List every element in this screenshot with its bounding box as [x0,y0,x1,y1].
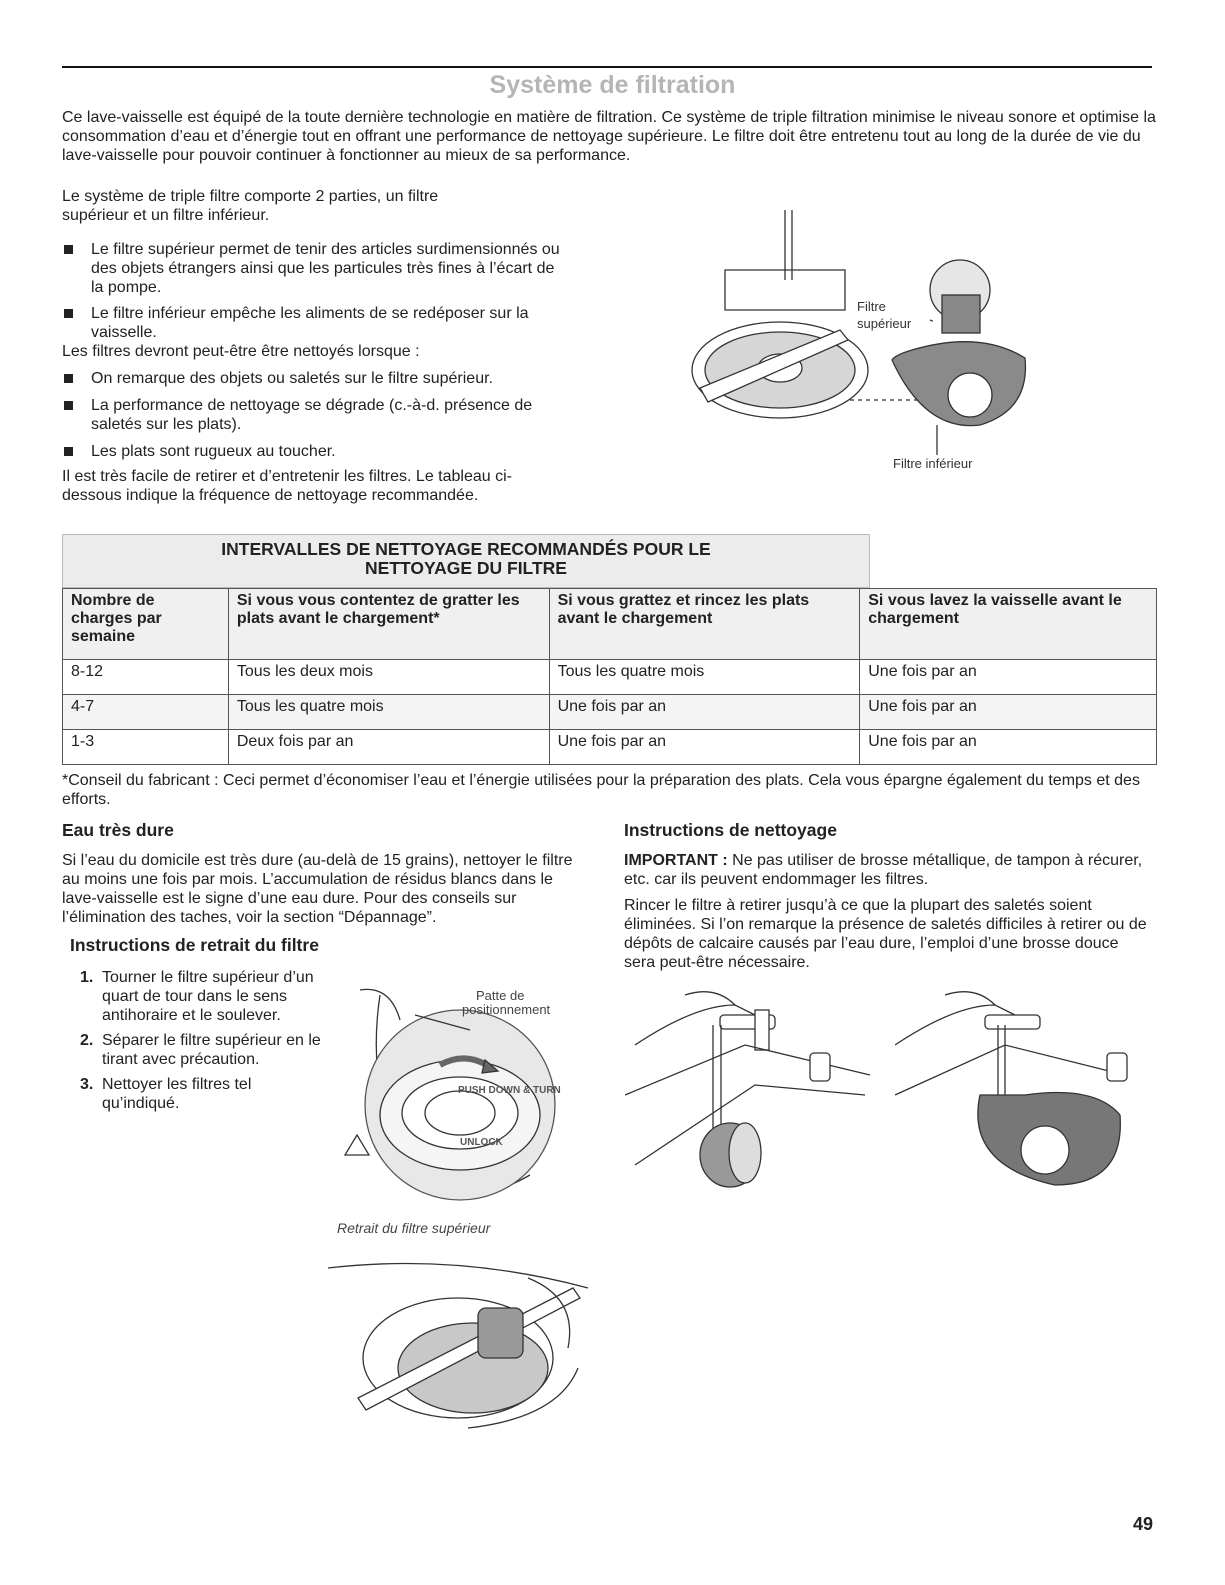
figure-caption: Retrait du filtre supérieur [337,1220,491,1236]
page-title: Système de filtration [489,71,736,99]
table-cell: 8-12 [63,660,229,695]
top-rule [62,66,1152,68]
table-cell: 4-7 [63,695,229,730]
hard-water-heading: Eau très dure [62,820,174,840]
ring-text-push: PUSH DOWN & TURN [458,1085,561,1096]
table-row [63,730,1157,765]
table-title-line1: INTERVALLES DE NETTOYAGE RECOMMANDÉS POUR LE [221,539,711,559]
label-upper-filter-1: Filtre [857,299,886,314]
ring-text-unlock: UNLOCK [460,1137,503,1148]
list-item: 3. Nettoyer les filtres tel qu’indiqué. [80,1076,252,1112]
removal-steps [62,968,322,1119]
lower-filter-removal-illustration [318,1248,598,1433]
table-header-row [63,589,1157,660]
col-header-scrape-rinse: Si vous grattez et rincez les plats avant le chargement [549,589,860,660]
hard-water-section [62,820,582,927]
filter-system-illustration [680,210,1040,480]
faucet [985,1015,1040,1029]
rinse-upper-filter-illustration [625,985,875,1195]
label-positioning-tab-1: Patte de [476,988,525,1003]
hand-outline [360,989,400,1020]
col-header-loads: Nombre de charges par semaine [63,589,229,660]
important-text: Ne pas utiliser de brosse métallique, de tampon à récurer, etc. car ils peuvent endommager les filtres. [624,852,1143,888]
list-item: Les plats sont rugueux au toucher. [62,442,574,461]
when-intro: Les filtres devront peut-être être nettoyés lorsque : [62,343,420,360]
list-item: On remarque des objets ou saletés sur le filtre supérieur. [62,369,574,388]
label-lower-filter: Filtre inférieur [893,456,973,471]
page-number: 49 [1132,1514,1153,1534]
hard-water-text: Si l’eau du domicile est très dure (au-delà de 15 grains), nettoyer le filtre au moins une fois par mois. L’accumulation de résidus blancs dans le lave-vaisselle est le signe d’une eau dure. Pour des conseils sur l’élimination des taches, voir la section “Dépannage”. [62,852,573,926]
table-cell: Une fois par an [860,695,1157,730]
cleaning-section [624,820,1154,972]
list-item: Le filtre inférieur empêche les aliments de se redéposer sur la vaisselle. [62,304,581,342]
warning-icon [345,1135,369,1155]
footnote: *Conseil du fabricant : Ceci permet d’économiser l’eau et l’énergie utilisées pour la préparation des plats. Cela vous épargne également du temps et des efforts. [62,772,1140,808]
cleaning-heading: Instructions de nettoyage [624,820,837,840]
label-upper-filter-2: supérieur [857,316,912,331]
table-cell: Une fois par an [549,730,860,765]
table-cell: Tous les quatre mois [228,695,549,730]
list-item: Le filtre supérieur permet de tenir des articles surdimensionnés ou des objets étrangers ainsi que les particules très fines à l’écart de la pompe. [62,240,561,297]
filter-description [62,187,574,505]
cleaning-text: Rincer le filtre à retirer jusqu’à ce que la plupart des saletés soient éliminées. Si l’on remarque la présence de saletés difficiles à retirer ou de dépôts de calcaire causés par l’eau dure, l’emploi d’une brosse douce sera peut-être nécessaire. [624,897,1147,971]
list-item: 1. Tourner le filtre supérieur d’un quart de tour dans le sens antihoraire et le soulever. [80,969,314,1024]
removal-heading: Instructions de retrait du filtre [70,935,319,955]
table-row [63,660,1157,695]
col-header-wash: Si vous lavez la vaisselle avant le chargement [860,589,1157,660]
table-cell: Deux fois par an [228,730,549,765]
easy-text: Il est très facile de retirer et d’entretenir les filtres. Le tableau ci-dessous indique la fréquence de nettoyage recommandée. [62,468,512,504]
table-cell: Tous les quatre mois [549,660,860,695]
intro-paragraph: Ce lave-vaisselle est équipé de la toute dernière technologie en matière de filtration. Ce système de triple filtration minimise le niveau sonore et optimise la consommation d’eau et d’énergie tout en offrant une performance de nettoyage supérieure. Le filtre doit être entretenu tout au long de la durée de vie du lave-vaisselle pour pouvoir continuer à fonctionner au mieux de sa performance. [62,109,1156,164]
list-item: 2. Séparer le filtre supérieur en le tirant avec précaution. [80,1032,321,1068]
table-title [62,534,870,588]
important-label: IMPORTANT : [624,852,728,869]
removal-section [70,935,590,956]
table-cell: Une fois par an [549,695,860,730]
table-title-line2: NETTOYAGE DU FILTRE [365,558,567,578]
upper-filter [478,1308,523,1358]
table-cell: Une fois par an [860,730,1157,765]
important-note [624,851,1154,889]
table-cell: 1-3 [63,730,229,765]
rinse-lower-filter-illustration [895,985,1130,1200]
filter-removal-illustration [330,975,590,1235]
table-cell: Tous les deux mois [228,660,549,695]
parts-intro: Le système de triple filtre comporte 2 parties, un filtre supérieur et un filtre inférieur. [62,188,439,224]
table-cell: Une fois par an [860,660,1157,695]
col-header-scrape: Si vous vous contentez de gratter les plats avant le chargement* [228,589,549,660]
cleaning-interval-table [62,588,1157,765]
label-positioning-tab-2: positionnement [462,1002,551,1017]
table-row [63,695,1157,730]
list-item: La performance de nettoyage se dégrade (c.-à-d. présence de saletés sur les plats). [62,396,561,434]
